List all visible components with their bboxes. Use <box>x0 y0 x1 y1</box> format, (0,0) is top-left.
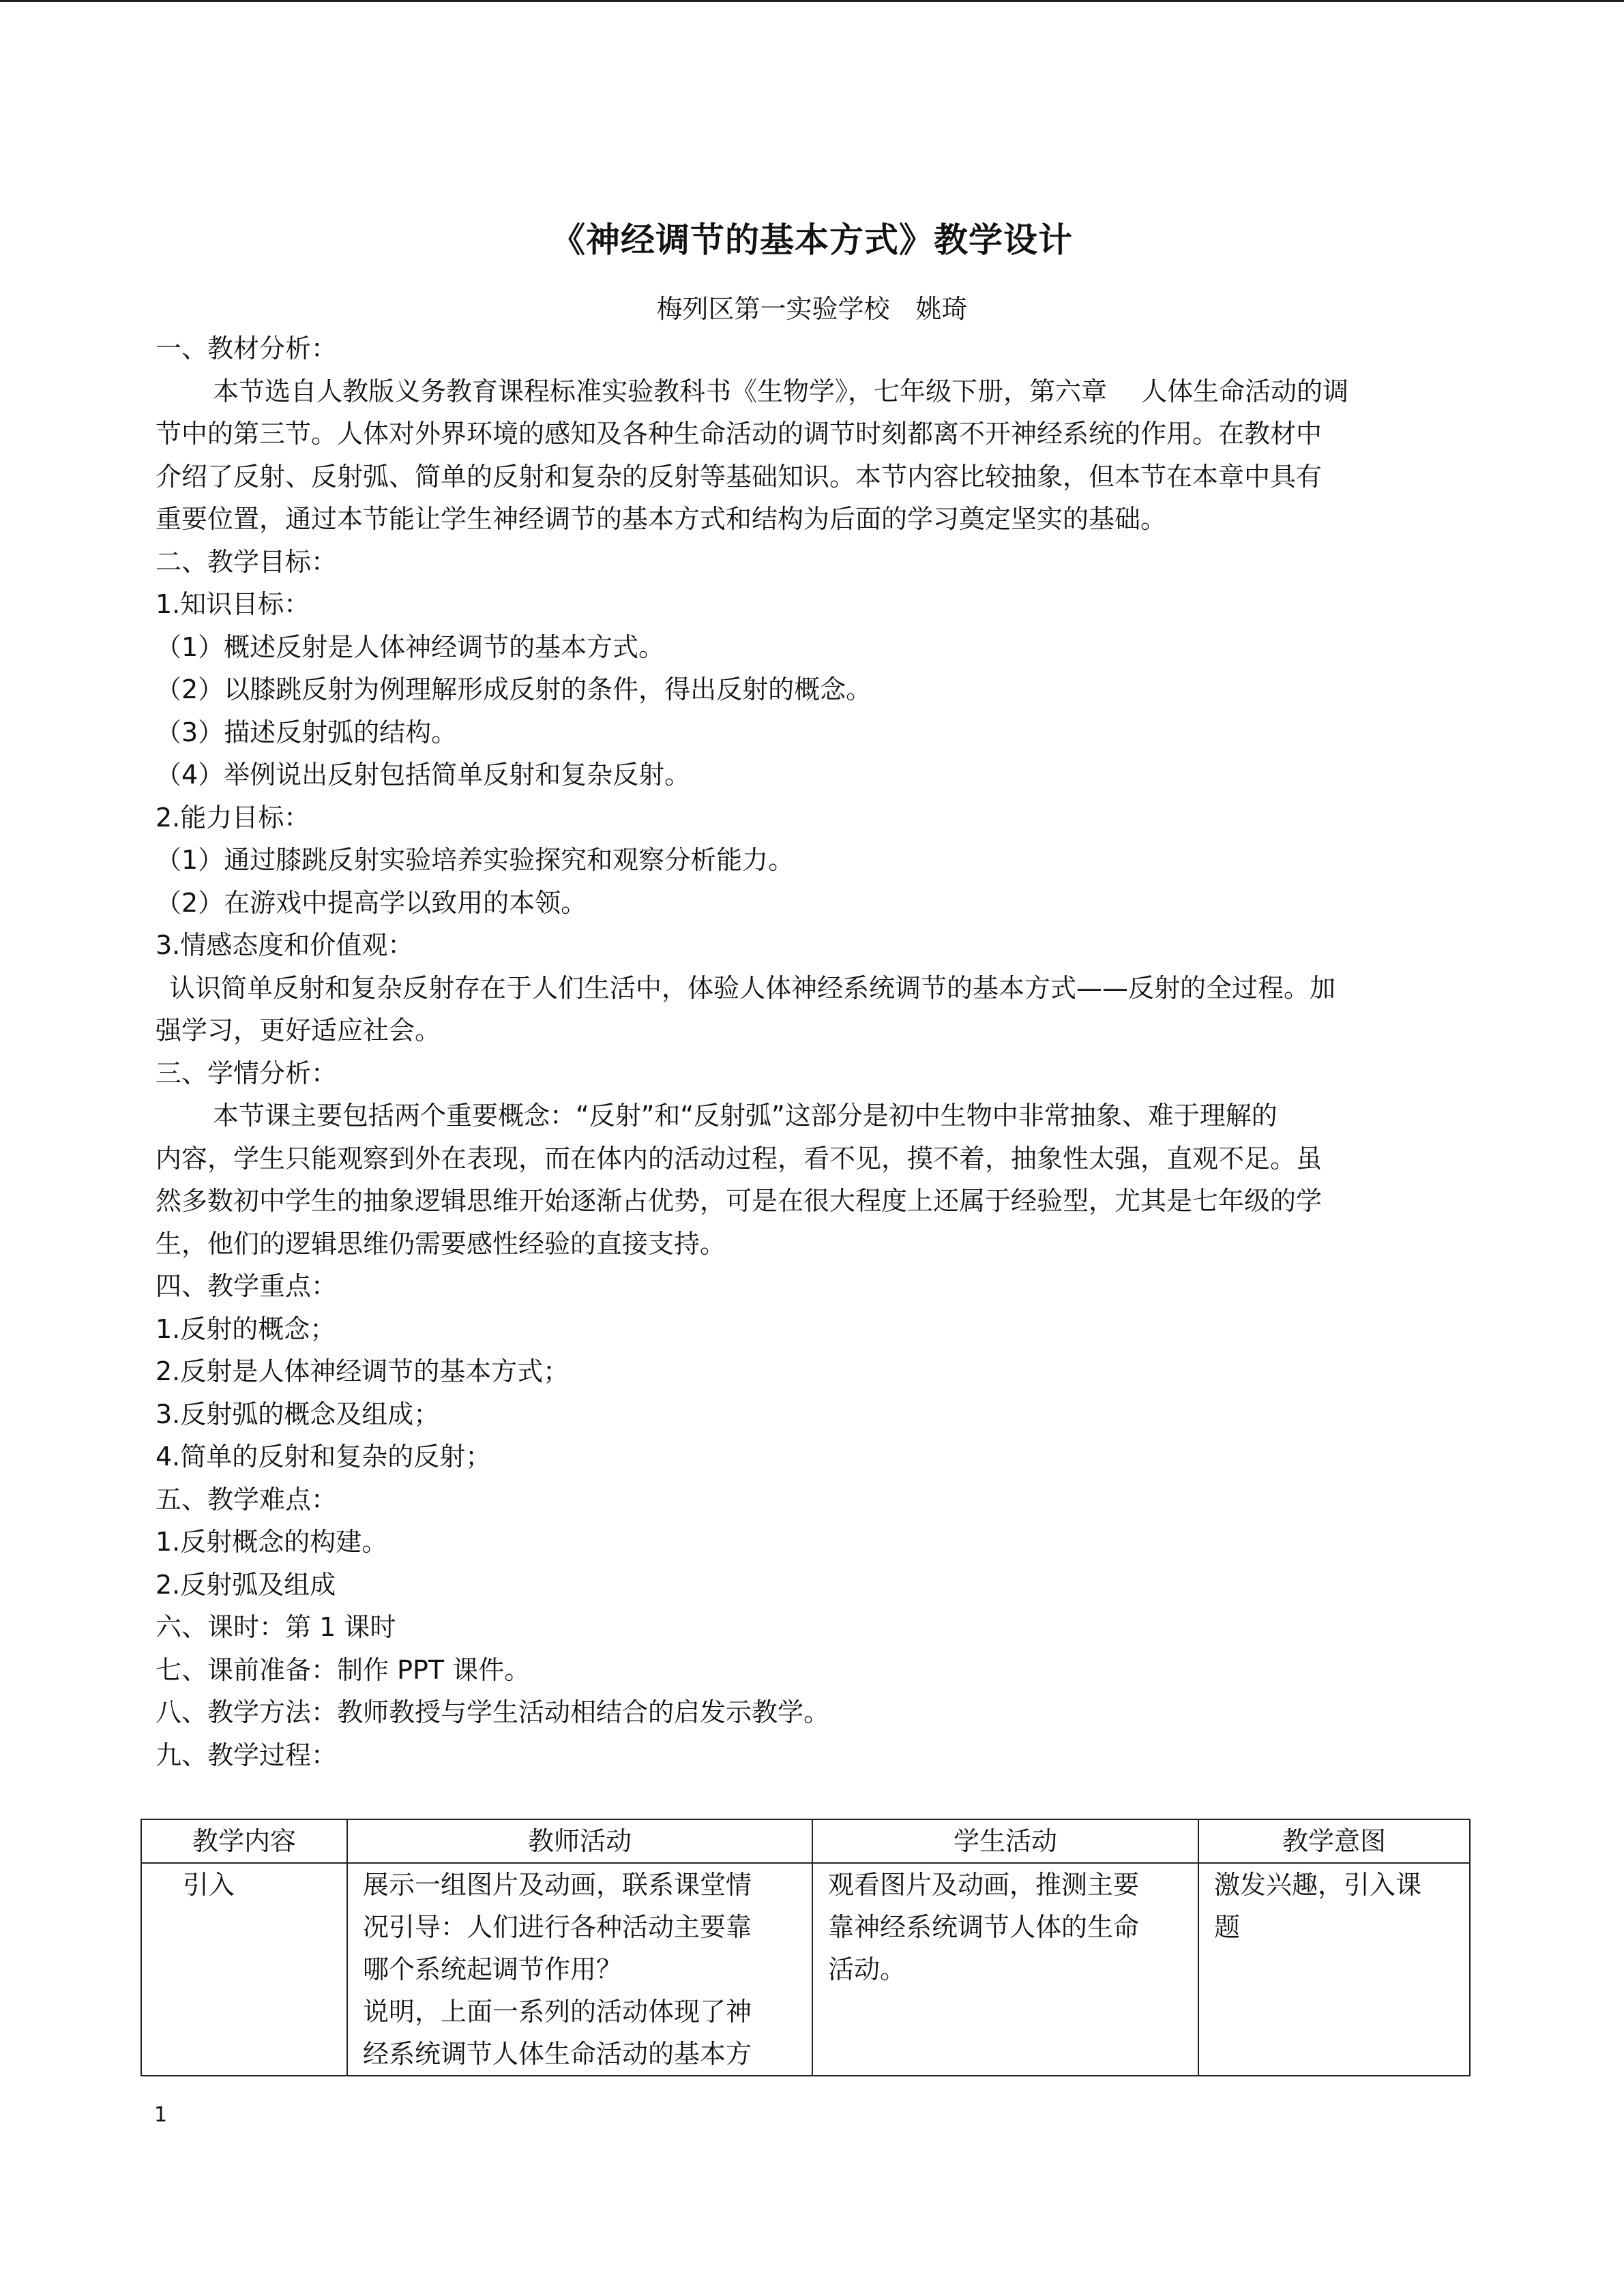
cell-line: 题 <box>1214 1912 1241 1942</box>
table-row <box>141 1863 1470 2076</box>
cell-line: 经系统调节人体生命活动的基本方 <box>363 2039 752 2069</box>
top-border <box>0 0 1624 2</box>
page-number: 1 <box>154 2103 168 2127</box>
table-header-cell: 学生活动 <box>812 1819 1198 1863</box>
list-item: （2）以膝跳反射为例理解形成反射的条件，得出反射的概念。 <box>156 674 872 704</box>
paragraph-line: 重要位置，通过本节能让学生神经调节的基本方式和结构为后面的学习奠定坚实的基础。 <box>156 504 1167 534</box>
section-heading: 二、教学目标： <box>156 546 338 577</box>
paragraph-line: 本节课主要包括两个重要概念：“反射”和“反射弧”这部分是初中生物中非常抽象、难于理解的 <box>213 1101 1278 1131</box>
section-heading: 七、课前准备：制作 PPT 课件。 <box>156 1654 531 1685</box>
list-item: 2.反射弧及组成 <box>156 1569 336 1600</box>
table-cell-teacher <box>347 1863 812 2076</box>
section-heading: 五、教学难点： <box>156 1484 338 1515</box>
cell-line: 观看图片及动画，推测主要 <box>828 1870 1140 1900</box>
cell-line: 况引导：人们进行各种活动主要靠 <box>363 1912 752 1942</box>
table-header-row <box>141 1819 1470 1863</box>
list-item: （1）概述反射是人体神经调节的基本方式。 <box>156 631 665 662</box>
table-header-cell: 教师活动 <box>347 1819 812 1863</box>
paragraph-line: 然多数初中学生的抽象逻辑思维开始逐渐占优势，可是在很大程度上还属于经验型，尤其是七年级的学 <box>156 1186 1323 1216</box>
document-title: 《神经调节的基本方式》教学设计 <box>551 220 1073 260</box>
cell-line: 哪个系统起调节作用？ <box>363 1954 623 1984</box>
list-item: 4.简单的反射和复杂的反射； <box>156 1442 492 1472</box>
paragraph-line: 内容，学生只能观察到外在表现，而在体内的活动过程，看不见，摸不着，抽象性太强，直观不足。虽 <box>156 1143 1323 1174</box>
list-item: 3.反射弧的概念及组成； <box>156 1399 440 1429</box>
cell-line: 说明，上面一系列的活动体现了神 <box>363 1997 752 2027</box>
list-item: （2）在游戏中提高学以致用的本领。 <box>156 887 587 918</box>
document-body <box>156 327 1472 1776</box>
list-item: 1.反射的概念； <box>156 1313 336 1344</box>
subsection-heading: 3.情感态度和价值观： <box>156 930 414 960</box>
paragraph-line: 节中的第三节。人体对外界环境的感知及各种生命活动的调节时刻都离不开神经系统的作用。在教材中 <box>156 419 1323 449</box>
list-item: 1.反射概念的构建。 <box>156 1527 388 1557</box>
table-header-cell: 教学内容 <box>141 1819 347 1863</box>
paragraph-line: 本节选自人教版义务教育课程标准实验教科书《生物学》，七年级下册，第六章 人体生命活动的调 <box>213 376 1349 406</box>
paragraph-line: 认识简单反射和复杂反射存在于人们生活中，体验人体神经系统调节的基本方式——反射的全过程。加 <box>169 972 1336 1003</box>
teaching-process-table <box>141 1819 1471 2076</box>
list-item: （3）描述反射弧的结构。 <box>156 717 458 747</box>
subsection-heading: 1.知识目标： <box>156 589 310 619</box>
list-item: （1）通过膝跳反射实验培养实验探究和观察分析能力。 <box>156 845 795 875</box>
table-cell-intent <box>1198 1863 1470 2076</box>
list-item: （4）举例说出反射包括简单反射和复杂反射。 <box>156 760 691 790</box>
section-heading: 四、教学重点： <box>156 1271 338 1301</box>
cell-line: 展示一组图片及动画，联系课堂情 <box>363 1870 752 1900</box>
paragraph-line: 生，他们的逻辑思维仍需要感性经验的直接支持。 <box>156 1228 726 1259</box>
cell-line: 活动。 <box>828 1954 906 1984</box>
list-item: 2.反射是人体神经调节的基本方式； <box>156 1356 570 1386</box>
table-header-cell: 教学意图 <box>1198 1819 1470 1863</box>
section-heading: 八、教学方法：教师教授与学生活动相结合的启发示教学。 <box>156 1697 830 1727</box>
paragraph-line: 强学习，更好适应社会。 <box>156 1015 441 1045</box>
section-heading: 三、学情分析： <box>156 1058 338 1088</box>
author-line: 梅列区第一实验学校 姚琦 <box>656 294 968 324</box>
table-cell-content <box>141 1863 347 2076</box>
cell-line: 激发兴趣，引入课 <box>1214 1870 1422 1900</box>
cell-line: 引入 <box>183 1870 235 1900</box>
table-cell-student <box>812 1863 1198 2076</box>
section-heading: 九、教学过程： <box>156 1740 338 1770</box>
section-heading: 六、课时：第 1 课时 <box>156 1612 396 1642</box>
subsection-heading: 2.能力目标： <box>156 802 310 833</box>
section-heading: 一、教材分析： <box>156 333 338 363</box>
cell-line: 靠神经系统调节人体的生命 <box>828 1912 1140 1942</box>
paragraph-line: 介绍了反射、反射弧、简单的反射和复杂的反射等基础知识。本节内容比较抽象，但本节在本章中具有 <box>156 461 1323 492</box>
